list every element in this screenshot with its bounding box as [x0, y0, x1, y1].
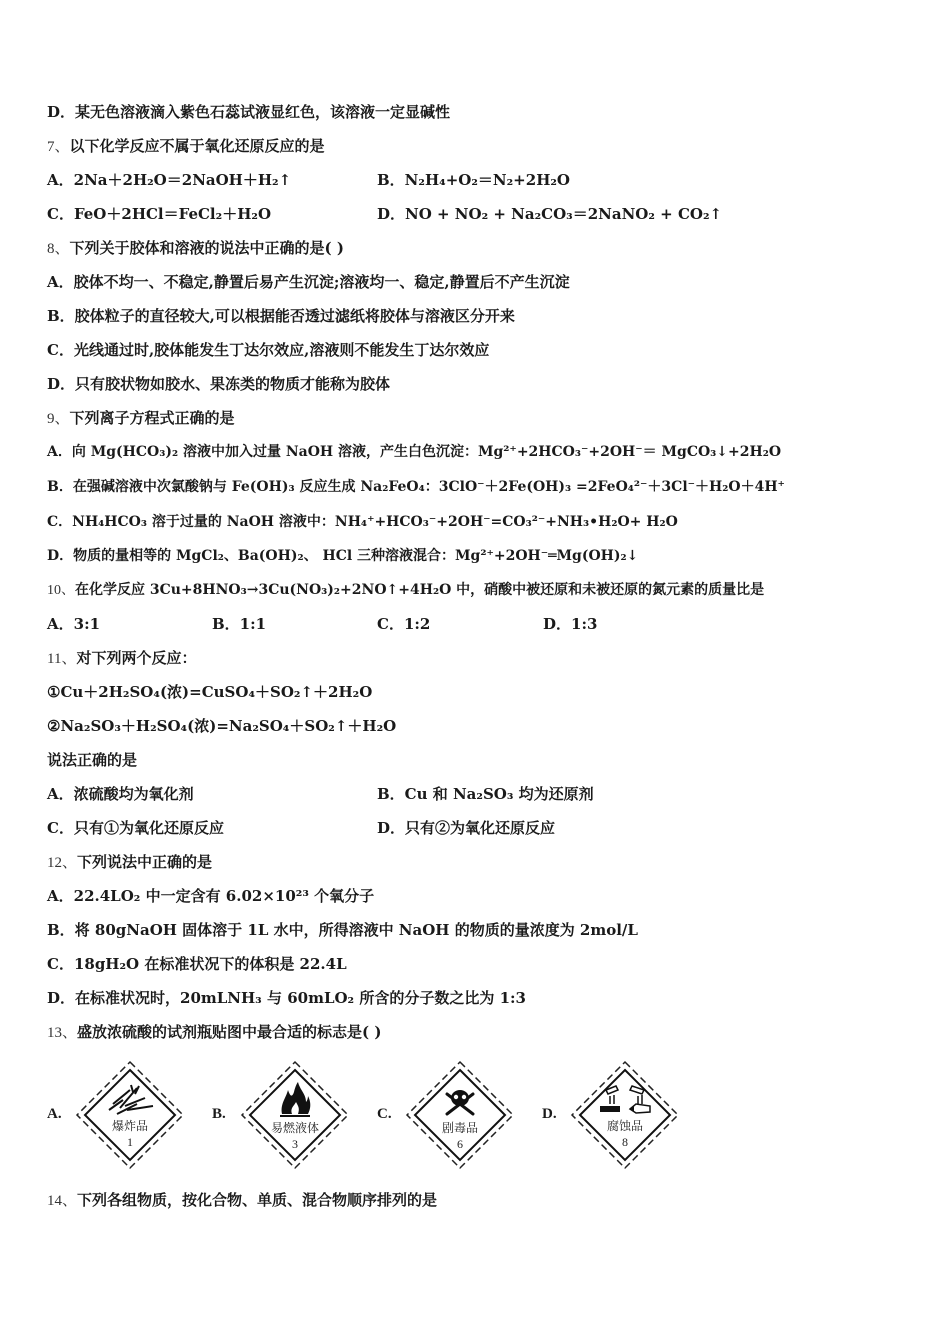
question-number: 9、 — [47, 411, 70, 427]
q9-option-b: B．在强碱溶液中次氯酸钠与 Fe(OH)₃ 反应生成 Na₂FeO₄：3ClO⁻＋2Fe(OH)₃ =2FeO₄²⁻＋3Cl⁻＋H₂O＋4H⁺ — [47, 479, 785, 495]
skull-crossbones-icon — [405, 1060, 515, 1170]
svg-text:3: 3 — [292, 1137, 298, 1151]
q7-option-c: C．FeO＋2HCl＝FeCl₂＋H₂O — [47, 205, 272, 223]
q8-option-c: C．光线通过时,胶体能发生丁达尔效应,溶液则不能发生丁达尔效应 — [47, 341, 490, 359]
q14-stem — [47, 1190, 437, 1211]
svg-text:8: 8 — [622, 1135, 628, 1149]
explosion-icon — [75, 1060, 185, 1170]
hazard-sign-options — [47, 1060, 747, 1170]
q8-option-d: D．只有胶状物如胶水、果冻类的物质才能称为胶体 — [47, 375, 391, 393]
q9-option-d: D．物质的量相等的 MgCl₂、Ba(OH)₂、 HCl 三种溶液混合：Mg²⁺+2OH⁻═Mg(OH)₂↓ — [47, 548, 639, 564]
svg-text:1: 1 — [127, 1135, 133, 1149]
option-label: D. — [542, 1106, 557, 1122]
q8-stem — [47, 238, 344, 259]
q11-option-c: C．只有①为氧化还原反应 — [47, 819, 224, 837]
q11-reaction-2: ②Na₂SO₃＋H₂SO₄(浓)=Na₂SO₄＋SO₂↑＋H₂O — [47, 717, 397, 735]
svg-text:易燃液体: 易燃液体 — [270, 1121, 320, 1135]
q8-option-b: B．胶体粒子的直径较大,可以根据能否透过滤纸将胶体与溶液区分开来 — [47, 307, 515, 325]
question-text: 盛放浓硫酸的试剂瓶贴图中最合适的标志是( ) — [77, 1023, 382, 1041]
q9-option-c: C．NH₄HCO₃ 溶于过量的 NaOH 溶液中：NH₄⁺+HCO₃⁻+2OH⁻=CO₃²⁻+NH₃•H₂O+ H₂O — [47, 514, 678, 530]
q12-option-b: B．将 80gNaOH 固体溶于 1L 水中，所得溶液中 NaOH 的物质的量浓度为 2mol/L — [47, 921, 638, 939]
question-number: 8、 — [47, 241, 70, 257]
question-text: 以下化学反应不属于氧化还原反应的是 — [69, 137, 325, 155]
question-number: 10、 — [47, 583, 75, 598]
q12-option-d: D．在标准状况时，20mLNH₃ 与 60mLO₂ 所含的分子数之比为 1:3 — [47, 989, 526, 1007]
q11-option-d: D．只有②为氧化还原反应 — [377, 819, 556, 837]
q10-option-a: A．3:1 — [47, 615, 101, 633]
question-text: 下列关于胶体和溶液的说法中正确的是( ) — [69, 239, 344, 257]
q7-option-d: D．NO + NO₂ + Na₂CO₃＝2NaNO₂ + CO₂↑ — [377, 205, 723, 223]
option-label: B. — [212, 1106, 226, 1122]
q12-option-c: C．18gH₂O 在标准状况下的体积是 22.4L — [47, 955, 347, 973]
q11-reaction-1: ①Cu＋2H₂SO₄(浓)=CuSO₄＋SO₂↑＋2H₂O — [47, 683, 373, 701]
question-text: 对下列两个反应： — [76, 649, 197, 667]
q10-option-d: D．1:3 — [543, 615, 598, 633]
svg-text:腐蚀品: 腐蚀品 — [606, 1119, 644, 1133]
question-text: 下列说法中正确的是 — [77, 853, 213, 871]
svg-text:爆炸品: 爆炸品 — [111, 1119, 149, 1133]
q11-subprompt: 说法正确的是 — [47, 751, 138, 769]
option-label: C. — [377, 1106, 392, 1122]
question-number: 14、 — [47, 1193, 78, 1209]
q13-stem — [47, 1022, 381, 1043]
q10-option-c: C．1:2 — [377, 615, 431, 633]
q7-stem — [47, 136, 325, 157]
q9-stem — [47, 408, 235, 429]
q12-stem — [47, 852, 212, 873]
svg-text:6: 6 — [457, 1137, 463, 1151]
option-label: A. — [47, 1106, 62, 1122]
question-number: 13、 — [47, 1025, 78, 1041]
q10-option-b: B．1:1 — [212, 615, 267, 633]
q7-option-a: A．2Na＋2H₂O＝2NaOH＋H₂↑ — [47, 171, 292, 189]
question-text: 在化学反应 3Cu+8HNO₃→3Cu(NO₃)₂+2NO↑+4H₂O 中，硝酸中被还原和未被还原的氮元素的质量比是 — [75, 582, 765, 598]
q10-stem — [47, 580, 764, 601]
question-number: 11、 — [47, 651, 77, 667]
q7-option-b: B．N₂H₄+O₂＝N₂+2H₂O — [377, 171, 571, 189]
q11-option-b: B．Cu 和 Na₂SO₃ 均为还原剂 — [377, 785, 594, 803]
q12-option-a: A．22.4LO₂ 中一定含有 6.02×10²³ 个氧分子 — [47, 887, 375, 905]
question-text: 下列离子方程式正确的是 — [69, 409, 235, 427]
q6-option-d: D．某无色溶液滴入紫色石蕊试液显红色，该溶液一定显碱性 — [47, 103, 451, 121]
svg-text:剧毒品: 剧毒品 — [441, 1121, 479, 1135]
question-number: 7、 — [47, 139, 70, 155]
q9-option-a: A．向 Mg(HCO₃)₂ 溶液中加入过量 NaOH 溶液，产生白色沉淀：Mg²⁺+2HCO₃⁻+2OH⁻＝ MgCO₃↓+2H₂O — [47, 444, 782, 460]
flame-icon — [240, 1060, 350, 1170]
corrosion-icon — [570, 1060, 680, 1170]
question-text: 下列各组物质，按化合物、单质、混合物顺序排列的是 — [77, 1191, 438, 1209]
q11-stem — [47, 648, 196, 669]
q8-option-a: A．胶体不均一、不稳定,静置后易产生沉淀;溶液均一、稳定,静置后不产生沉淀 — [47, 273, 570, 291]
q11-option-a: A．浓硫酸均为氧化剂 — [47, 785, 194, 803]
question-number: 12、 — [47, 855, 78, 871]
